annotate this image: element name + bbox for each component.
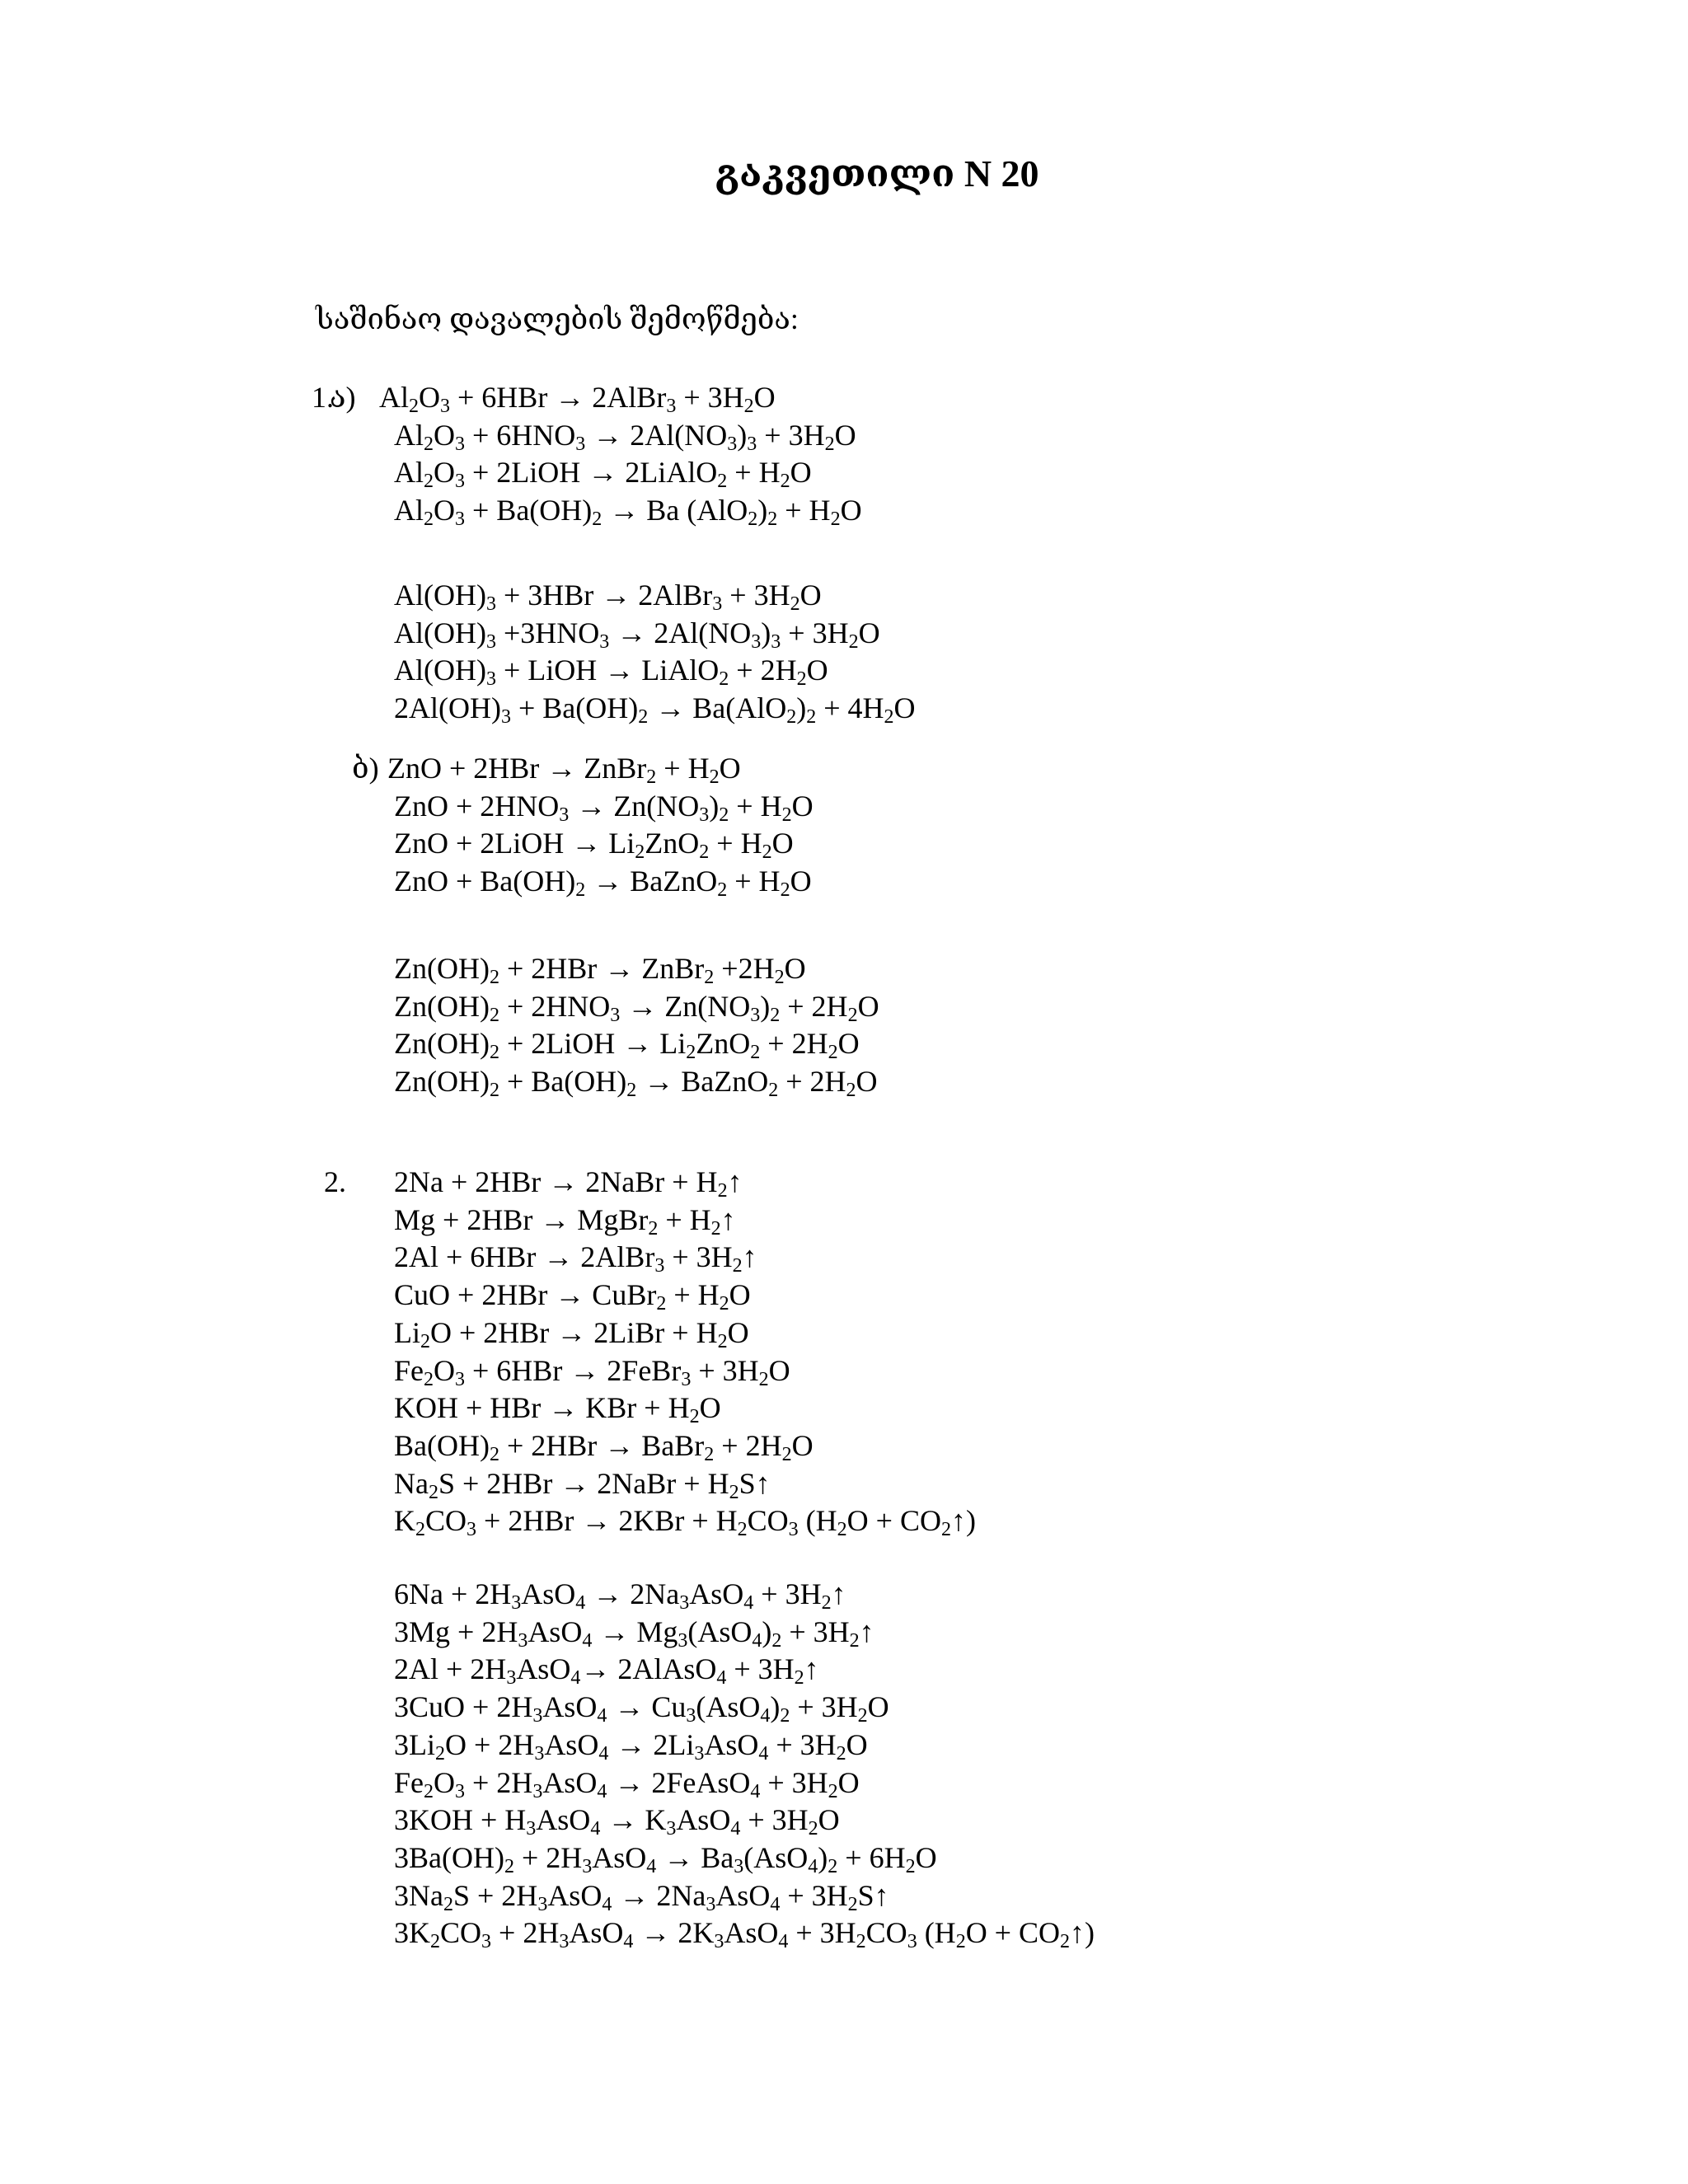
equation-line: $Al_2O_3 + 6HBr$ → 2AlBr$_3$ + $3H_2O$ xyxy=(379,381,776,417)
equation-line: $Al(OH)_3 +3HNO_3 \to 2Al(NO_3)_3 + 3H_2O$ xyxy=(394,616,880,653)
equation-line: ZnO + $2HNO_3 \to Zn(NO_3)_2 + H_2O$ xyxy=(394,789,814,826)
equation-line: $Zn(OH)_2 + 2HBr$ → ZnBr$_2$ $+2H_2O$ xyxy=(394,952,806,988)
equation-line: $K_2CO_3 + 2HBr \to 2KBr + H_2CO_3$ ($H_2O$ + $CO_2↑$) xyxy=(394,1504,976,1541)
equation-line: $Ba(OH)_2 + 2HBr$ → BaBr$_2$ + $2H_2O$ xyxy=(394,1428,814,1465)
equation-line: $2Al + 2H_3AsO_4\to$ 2AlAsO$_4$ + $3H_2↑$ xyxy=(394,1652,819,1690)
subsection-label: ა) xyxy=(330,381,356,414)
equation-line: 2Al + 6HBr → 2AlBr$_3$ + $3H_2↑$ xyxy=(394,1240,757,1277)
equation-line: $Al_2O_3$ + 2LiOH → 2LiAlO$_2$ + $H_2O$ xyxy=(394,456,812,493)
equation-line: $Al(OH)_3$ + LiOH → LiAlO$_2$ + $2H_2O$ xyxy=(394,654,828,691)
equation-line: $3K_2CO_3 + 2H_3AsO_4 \to 2K_3AsO_4 + 3H_2CO_3$ ($H_2O$ + $CO_2↑$) xyxy=(394,1916,1095,1953)
equation-line: $3Mg + 2H_3AsO_4 \to Mg_3(AsO_4)_2$ + $3H_2↑$ xyxy=(394,1615,874,1652)
equation-line: $Zn(OH)_2 + Ba(OH)_2$ → BaZnO$_2$ + $2H_2O$ xyxy=(394,1065,878,1102)
subsection-label: ბ) xyxy=(352,752,379,785)
equation-line: CuO + 2HBr → CuBr$_2$ + $H_2O$ xyxy=(394,1278,751,1315)
equation-line: $Al(OH)_3 + 3HBr$ → 2AlBr$_3$ + $3H_2O$ xyxy=(394,579,822,615)
equation-line: ZnO + 2LiOH → $Li_2ZnO_2 + H_2O$ xyxy=(394,827,794,864)
equation-line: $Zn(OH)_2 + 2HNO_3 \to Zn(NO_3)_2 + 2H_2O$ xyxy=(394,989,879,1026)
equation-line: $6Na + 2H_3AsO_4 \to 2Na_3AsO_4$ + $3H_2↑$ xyxy=(394,1577,846,1614)
equation-line: $3Li_2O + 2H_3AsO_4 \to 2Li_3AsO_4 + 3H_2O$ xyxy=(394,1727,868,1765)
equation-line: $3Na_2S + 2H_3AsO_4 \to 2Na_3AsO_4$ + $3H_2S↑$ xyxy=(394,1878,889,1915)
equation-line: $3KOH + H_3AsO_4 \to K_3AsO_4 + 3H_2O$ xyxy=(394,1803,840,1840)
equation-line: $Al_2O_3 + Ba(OH)_2 \to Ba$ $(AlO_2)_2 + H_2O$ xyxy=(394,494,862,531)
equation-line: $Li_2O + 2HBr$ → 2LiBr + $H_2O$ xyxy=(394,1315,749,1352)
equation-line: ZnO + 2HBr → ZnBr$_2$ + $H_2O$ xyxy=(387,752,741,788)
equation-line: Mg + 2HBr → MgBr$_2$ + $H_2↑$ xyxy=(394,1202,736,1240)
equation-line: $Zn(OH)_2$ + 2LiOH → $Li_2ZnO_2 + 2H_2O$ xyxy=(394,1027,860,1064)
equation-line: $Na_2S + 2HBr$ → 2NaBr + $H_2S↑$ xyxy=(394,1466,771,1503)
equation-line: $3CuO + 2H_3AsO_4 \to Cu_3(AsO_4)_2 + 3H_2O$ xyxy=(394,1690,889,1727)
equation-line: 2Na + 2HBr → 2NaBr + $H_2↑$ xyxy=(394,1165,743,1202)
equation-line: $Al_2O_3 + 6HNO_3 \to 2Al(NO_3)_3 + 3H_2O$ xyxy=(394,418,856,455)
equation-line: ZnO + $Ba(OH)_2$ → BaZnO$_2$ + $H_2O$ xyxy=(394,865,812,902)
equation-line: $2Al(OH)_3 + Ba(OH)_2 \to Ba(AlO_2)_2 + 4H_2O$ xyxy=(394,691,916,729)
equation-line: $3Ba(OH)_2 + 2H_3AsO_4 \to Ba_3(AsO_4)_2 + 6H_2O$ xyxy=(394,1840,937,1877)
equation-line: KOH + HBr → KBr + $H_2O$ xyxy=(394,1391,721,1428)
equation-line: $Fe_2O_3 + 6HBr$ → 2FeBr$_3$ + $3H_2O$ xyxy=(394,1353,790,1390)
homework-check-heading: საშინაო დავალების შემოწმება: xyxy=(316,302,799,335)
section-number: 2. xyxy=(324,1165,346,1198)
lesson-title: გაკვეთილი N 20 xyxy=(715,152,1039,194)
section-number: 1. xyxy=(312,381,334,414)
equation-line: $Fe_2O_3 + 2H_3AsO_4$ → 2FeAsO$_4$ + $3H_2O$ xyxy=(394,1765,860,1802)
